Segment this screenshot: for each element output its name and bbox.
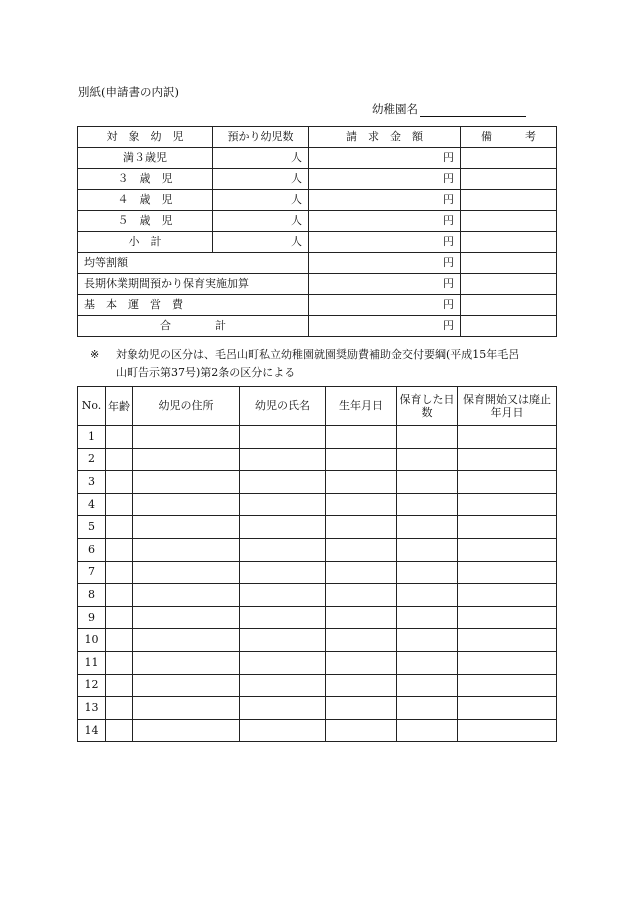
birthdate-cell[interactable] — [326, 561, 397, 584]
kindergarten-name-label: 幼稚園名 — [372, 102, 418, 116]
start-end-date-cell[interactable] — [458, 426, 557, 449]
address-cell[interactable] — [133, 516, 240, 539]
remarks-cell[interactable] — [461, 253, 557, 274]
summary-row-total — [78, 316, 557, 337]
start-end-date-cell[interactable] — [458, 606, 557, 629]
row-number: 9 — [78, 606, 106, 629]
remarks-cell[interactable] — [461, 274, 557, 295]
count-cell[interactable]: 人 — [213, 232, 309, 253]
row-label: 合 計 — [78, 316, 309, 337]
birthdate-cell[interactable] — [326, 629, 397, 652]
header-age: 年齢 — [106, 387, 133, 426]
care-days-cell[interactable] — [397, 674, 458, 697]
age-cell[interactable] — [106, 584, 133, 607]
address-cell[interactable] — [133, 471, 240, 494]
name-cell[interactable] — [240, 561, 326, 584]
start-end-date-cell[interactable] — [458, 629, 557, 652]
header-care-days: 保育した日 数 — [397, 387, 458, 426]
remarks-cell[interactable] — [461, 190, 557, 211]
amount-cell[interactable]: 円 — [309, 232, 461, 253]
birthdate-cell[interactable] — [326, 471, 397, 494]
birthdate-cell[interactable] — [326, 719, 397, 742]
start-end-date-cell[interactable] — [458, 584, 557, 607]
name-cell[interactable] — [240, 719, 326, 742]
name-cell[interactable] — [240, 629, 326, 652]
start-end-date-cell[interactable] — [458, 493, 557, 516]
header-start-end-date: 保育開始又は廃止年月日 — [458, 387, 557, 426]
name-cell[interactable] — [240, 651, 326, 674]
row-label: ３ 歳 児 — [78, 169, 213, 190]
remarks-cell[interactable] — [461, 169, 557, 190]
row-label: ４ 歳 児 — [78, 190, 213, 211]
start-end-date-cell[interactable] — [458, 448, 557, 471]
address-cell[interactable] — [133, 674, 240, 697]
age-cell[interactable] — [106, 426, 133, 449]
birthdate-cell[interactable] — [326, 697, 397, 720]
table-row — [78, 719, 557, 742]
kindergarten-name-underline[interactable] — [420, 102, 526, 117]
amount-cell[interactable]: 円 — [309, 295, 461, 316]
birthdate-cell[interactable] — [326, 538, 397, 561]
table-row — [78, 584, 557, 607]
age-cell[interactable] — [106, 493, 133, 516]
birthdate-cell[interactable] — [326, 493, 397, 516]
summary-row-age-3-full — [78, 148, 557, 169]
count-cell[interactable]: 人 — [213, 211, 309, 232]
birthdate-cell[interactable] — [326, 448, 397, 471]
name-cell[interactable] — [240, 584, 326, 607]
name-cell[interactable] — [240, 448, 326, 471]
address-cell[interactable] — [133, 538, 240, 561]
remarks-cell[interactable] — [461, 232, 557, 253]
summary-row-equal-share — [78, 253, 557, 274]
amount-cell[interactable]: 円 — [309, 148, 461, 169]
row-number: 14 — [78, 719, 106, 742]
care-days-cell[interactable] — [397, 719, 458, 742]
care-days-cell[interactable] — [397, 606, 458, 629]
remarks-cell[interactable] — [461, 211, 557, 232]
age-cell[interactable] — [106, 719, 133, 742]
care-days-cell[interactable] — [397, 516, 458, 539]
age-cell[interactable] — [106, 674, 133, 697]
table-row — [78, 426, 557, 449]
age-cell[interactable] — [106, 538, 133, 561]
start-end-date-cell[interactable] — [458, 719, 557, 742]
name-cell[interactable] — [240, 516, 326, 539]
table-row — [78, 471, 557, 494]
table-row — [78, 606, 557, 629]
form-title: 別紙(申請書の内訳) — [78, 85, 179, 99]
kindergarten-name-field[interactable] — [372, 101, 526, 117]
row-label: 均等割額 — [78, 253, 309, 274]
age-cell[interactable] — [106, 651, 133, 674]
row-label: 満３歳児 — [78, 148, 213, 169]
row-number: 2 — [78, 448, 106, 471]
row-label: ５ 歳 児 — [78, 211, 213, 232]
address-cell[interactable] — [133, 697, 240, 720]
address-cell[interactable] — [133, 426, 240, 449]
row-number: 1 — [78, 426, 106, 449]
table-row — [78, 538, 557, 561]
start-end-date-cell[interactable] — [458, 471, 557, 494]
age-cell[interactable] — [106, 516, 133, 539]
summary-table — [77, 126, 557, 337]
summary-row-age-4 — [78, 190, 557, 211]
care-days-cell[interactable] — [397, 448, 458, 471]
start-end-date-cell[interactable] — [458, 561, 557, 584]
row-label: 基 本 運 営 費 — [78, 295, 309, 316]
care-days-cell[interactable] — [397, 493, 458, 516]
header-name: 幼児の氏名 — [240, 387, 326, 426]
amount-cell[interactable]: 円 — [309, 274, 461, 295]
care-days-cell[interactable] — [397, 697, 458, 720]
address-cell[interactable] — [133, 629, 240, 652]
list-header-row — [78, 387, 557, 426]
name-cell[interactable] — [240, 426, 326, 449]
table-row — [78, 697, 557, 720]
row-number: 10 — [78, 629, 106, 652]
count-cell[interactable]: 人 — [213, 148, 309, 169]
header-remarks: 備 考 — [461, 127, 557, 148]
count-cell[interactable]: 人 — [213, 190, 309, 211]
row-number: 6 — [78, 538, 106, 561]
header-birthdate: 生年月日 — [326, 387, 397, 426]
care-days-cell[interactable] — [397, 584, 458, 607]
list-body — [78, 426, 557, 742]
row-label: 長期休業期間預かり保育実施加算 — [78, 274, 309, 295]
start-end-date-cell[interactable] — [458, 697, 557, 720]
birthdate-cell[interactable] — [326, 516, 397, 539]
summary-row-long-vacation — [78, 274, 557, 295]
row-label: 小 計 — [78, 232, 213, 253]
amount-cell[interactable]: 円 — [309, 169, 461, 190]
summary-row-basic-operation — [78, 295, 557, 316]
row-number: 13 — [78, 697, 106, 720]
name-cell[interactable] — [240, 606, 326, 629]
row-number: 12 — [78, 674, 106, 697]
start-end-date-cell[interactable] — [458, 516, 557, 539]
header-address: 幼児の住所 — [133, 387, 240, 426]
summary-row-subtotal — [78, 232, 557, 253]
note-mark: ※ — [90, 348, 100, 361]
care-days-cell[interactable] — [397, 426, 458, 449]
table-row — [78, 516, 557, 539]
amount-cell[interactable]: 円 — [309, 253, 461, 274]
summary-header-row — [78, 127, 557, 148]
count-cell[interactable]: 人 — [213, 169, 309, 190]
table-row — [78, 493, 557, 516]
header-claim-amount: 請 求 金 額 — [309, 127, 461, 148]
table-row — [78, 448, 557, 471]
name-cell[interactable] — [240, 538, 326, 561]
name-cell[interactable] — [240, 697, 326, 720]
row-number: 3 — [78, 471, 106, 494]
name-cell[interactable] — [240, 493, 326, 516]
row-number: 5 — [78, 516, 106, 539]
care-days-cell[interactable] — [397, 471, 458, 494]
name-cell[interactable] — [240, 674, 326, 697]
amount-cell[interactable]: 円 — [309, 316, 461, 337]
header-target-children: 対 象 幼 児 — [78, 127, 213, 148]
address-cell[interactable] — [133, 719, 240, 742]
note-text: 対象幼児の区分は、毛呂山町私立幼稚園就園奨励費補助金交付要綱(平成15年毛呂 — [116, 348, 520, 361]
note-text-continued: 山町告示第37号)第2条の区分による — [116, 366, 296, 379]
care-days-cell[interactable] — [397, 538, 458, 561]
remarks-cell[interactable] — [461, 316, 557, 337]
row-number: 7 — [78, 561, 106, 584]
address-cell[interactable] — [133, 651, 240, 674]
header-no: No. — [78, 387, 106, 426]
care-days-cell[interactable] — [397, 629, 458, 652]
table-row — [78, 561, 557, 584]
summary-row-age-5 — [78, 211, 557, 232]
age-cell[interactable] — [106, 606, 133, 629]
summary-row-age-3 — [78, 169, 557, 190]
birthdate-cell[interactable] — [326, 426, 397, 449]
address-cell[interactable] — [133, 448, 240, 471]
table-row — [78, 651, 557, 674]
care-days-cell[interactable] — [397, 651, 458, 674]
age-cell[interactable] — [106, 448, 133, 471]
birthdate-cell[interactable] — [326, 651, 397, 674]
age-cell[interactable] — [106, 629, 133, 652]
start-end-date-cell[interactable] — [458, 538, 557, 561]
header-children-count: 預かり幼児数 — [213, 127, 309, 148]
start-end-date-cell[interactable] — [458, 674, 557, 697]
remarks-cell[interactable] — [461, 148, 557, 169]
birthdate-cell[interactable] — [326, 674, 397, 697]
birthdate-cell[interactable] — [326, 584, 397, 607]
remarks-cell[interactable] — [461, 295, 557, 316]
birthdate-cell[interactable] — [326, 606, 397, 629]
address-cell[interactable] — [133, 561, 240, 584]
address-cell[interactable] — [133, 493, 240, 516]
children-list-table — [77, 386, 557, 742]
table-row — [78, 629, 557, 652]
amount-cell[interactable]: 円 — [309, 190, 461, 211]
row-number: 4 — [78, 493, 106, 516]
age-cell[interactable] — [106, 697, 133, 720]
amount-cell[interactable]: 円 — [309, 211, 461, 232]
row-number: 11 — [78, 651, 106, 674]
age-cell[interactable] — [106, 561, 133, 584]
table-row — [78, 674, 557, 697]
name-cell[interactable] — [240, 471, 326, 494]
note — [90, 346, 560, 382]
age-cell[interactable] — [106, 471, 133, 494]
row-number: 8 — [78, 584, 106, 607]
address-cell[interactable] — [133, 584, 240, 607]
care-days-cell[interactable] — [397, 561, 458, 584]
address-cell[interactable] — [133, 606, 240, 629]
start-end-date-cell[interactable] — [458, 651, 557, 674]
